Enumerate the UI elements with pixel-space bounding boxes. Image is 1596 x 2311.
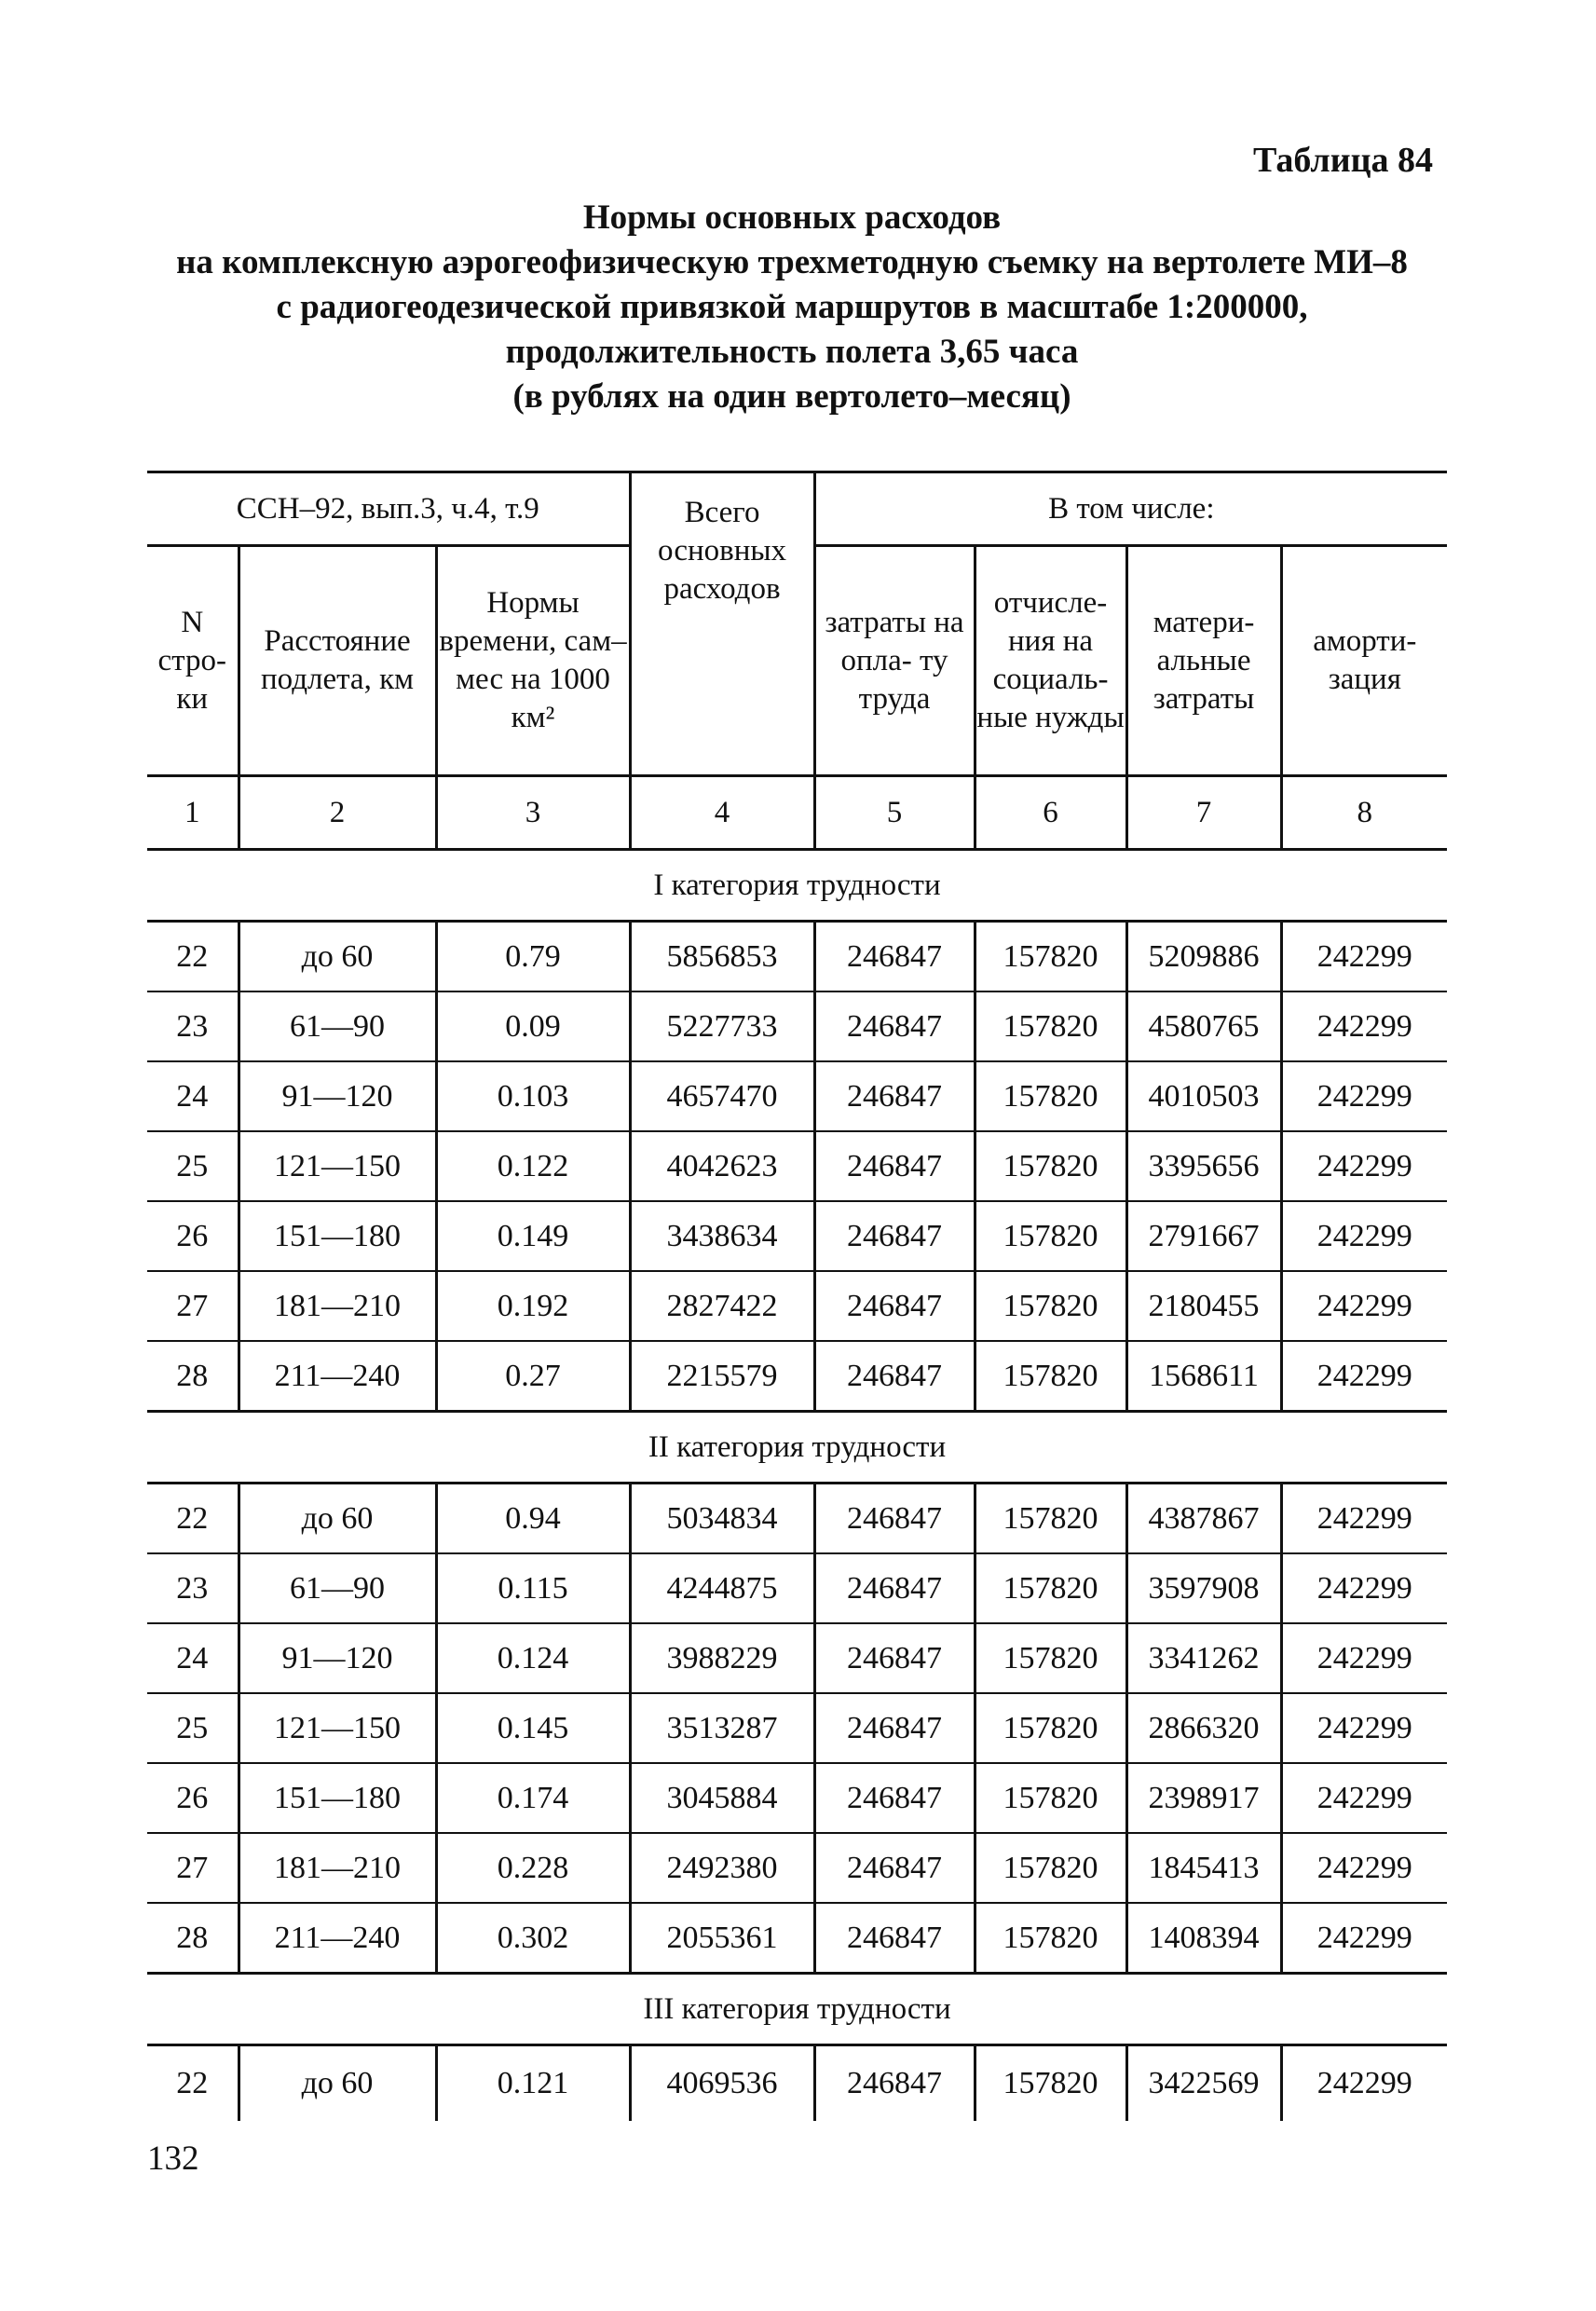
table-cell: 5209886 xyxy=(1126,922,1281,992)
header-amortization: аморти- зация xyxy=(1281,546,1447,776)
table-cell: 4069536 xyxy=(630,2045,814,2122)
table-cell: 25 xyxy=(147,1693,239,1763)
table-cell: до 60 xyxy=(239,1484,436,1554)
table-cell: 246847 xyxy=(814,1553,975,1623)
table-cell: 242299 xyxy=(1281,922,1447,992)
table-cell: 157820 xyxy=(975,1484,1126,1554)
table-cell: 242299 xyxy=(1281,1201,1447,1271)
table-cell: 3438634 xyxy=(630,1201,814,1271)
table-cell: до 60 xyxy=(239,2045,436,2122)
table-row xyxy=(147,1341,1447,1412)
category-row xyxy=(147,1974,1447,2045)
table-cell: 3988229 xyxy=(630,1623,814,1693)
table-cell: 91—120 xyxy=(239,1061,436,1131)
table-row xyxy=(147,1763,1447,1833)
table-cell: 211—240 xyxy=(239,1903,436,1974)
table-cell: 242299 xyxy=(1281,1903,1447,1974)
page-number: 132 xyxy=(147,2140,199,2178)
table-row xyxy=(147,1693,1447,1763)
category-label: I категория трудности xyxy=(147,850,1447,922)
column-number-cell: 1 xyxy=(147,776,239,850)
table-cell: 157820 xyxy=(975,1061,1126,1131)
table-cell: 3045884 xyxy=(630,1763,814,1833)
table-cell: 242299 xyxy=(1281,1623,1447,1693)
table-cell: 0.27 xyxy=(436,1341,630,1412)
table-cell: 246847 xyxy=(814,1484,975,1554)
table-cell: 242299 xyxy=(1281,1131,1447,1201)
table-cell: 3341262 xyxy=(1126,1623,1281,1693)
table-row xyxy=(147,1623,1447,1693)
table-cell: 4657470 xyxy=(630,1061,814,1131)
table-cell: 28 xyxy=(147,1341,239,1412)
table-cell: 121—150 xyxy=(239,1131,436,1201)
column-number-cell: 6 xyxy=(975,776,1126,850)
table-cell: 157820 xyxy=(975,1553,1126,1623)
table-cell: 1845413 xyxy=(1126,1833,1281,1903)
table-cell: 246847 xyxy=(814,1763,975,1833)
table-cell: 181—210 xyxy=(239,1833,436,1903)
column-number-cell: 3 xyxy=(436,776,630,850)
table-cell: 27 xyxy=(147,1833,239,1903)
table-number: Таблица 84 xyxy=(1252,141,1433,180)
table-cell: 0.115 xyxy=(436,1553,630,1623)
table-cell: 3422569 xyxy=(1126,2045,1281,2122)
table-cell: 246847 xyxy=(814,1693,975,1763)
table-cell: 157820 xyxy=(975,1341,1126,1412)
table-cell: 0.228 xyxy=(436,1833,630,1903)
title-line: Нормы основных расходов xyxy=(582,198,1002,237)
table-cell: 157820 xyxy=(975,1271,1126,1341)
table-cell: 242299 xyxy=(1281,1061,1447,1131)
category-label: II категория трудности xyxy=(147,1412,1447,1484)
category-row xyxy=(147,850,1447,922)
table-cell: 246847 xyxy=(814,1833,975,1903)
table-cell: 5856853 xyxy=(630,922,814,992)
table-cell: 0.192 xyxy=(436,1271,630,1341)
title-line: на комплексную аэрогеофизическую трехметодную съемку на вертолете МИ–8 xyxy=(176,243,1408,281)
table-cell: 4010503 xyxy=(1126,1061,1281,1131)
table-cell: 246847 xyxy=(814,1061,975,1131)
column-number-cell: 2 xyxy=(239,776,436,850)
table-cell: 91—120 xyxy=(239,1623,436,1693)
table-cell: 4244875 xyxy=(630,1553,814,1623)
table-cell: 181—210 xyxy=(239,1271,436,1341)
table-row xyxy=(147,1061,1447,1131)
table-cell: 24 xyxy=(147,1061,239,1131)
table-cell: 5227733 xyxy=(630,991,814,1061)
header-labor-costs: затраты на опла- ту труда xyxy=(814,546,975,776)
table-cell: 2866320 xyxy=(1126,1693,1281,1763)
table-cell: 0.145 xyxy=(436,1693,630,1763)
table-cell: до 60 xyxy=(239,922,436,992)
table-cell: 246847 xyxy=(814,1271,975,1341)
table-cell: 1568611 xyxy=(1126,1341,1281,1412)
table-cell: 242299 xyxy=(1281,1763,1447,1833)
table-cell: 28 xyxy=(147,1903,239,1974)
table-cell: 246847 xyxy=(814,1201,975,1271)
column-number-row xyxy=(147,776,1447,850)
table-cell: 0.121 xyxy=(436,2045,630,2122)
category-label: III категория трудности xyxy=(147,1974,1447,2045)
table-cell: 1408394 xyxy=(1126,1903,1281,1974)
table-cell: 151—180 xyxy=(239,1763,436,1833)
column-number-cell: 4 xyxy=(630,776,814,850)
table-cell: 246847 xyxy=(814,1131,975,1201)
table-row xyxy=(147,922,1447,992)
table-row xyxy=(147,1553,1447,1623)
table-cell: 157820 xyxy=(975,1623,1126,1693)
table-cell: 0.09 xyxy=(436,991,630,1061)
table-cell: 246847 xyxy=(814,1341,975,1412)
title-line: с радиогеодезической привязкой маршрутов в масштабе 1:200000, xyxy=(276,288,1308,326)
header-total: Всего основных расходов xyxy=(630,472,814,776)
table-cell: 246847 xyxy=(814,1903,975,1974)
title-line: продолжительность полета 3,65 часа xyxy=(505,333,1079,371)
table-cell: 2492380 xyxy=(630,1833,814,1903)
table-row xyxy=(147,2045,1447,2122)
table-cell: 242299 xyxy=(1316,2066,1412,2100)
table-cell: 0.124 xyxy=(436,1623,630,1693)
table-cell: 0.149 xyxy=(436,1201,630,1271)
table-cell: 25 xyxy=(147,1131,239,1201)
table-cell: 5034834 xyxy=(630,1484,814,1554)
table-cell: 242299 xyxy=(1281,991,1447,1061)
table-cell: 26 xyxy=(147,1201,239,1271)
table-row xyxy=(147,991,1447,1061)
table-cell: 246847 xyxy=(814,991,975,1061)
table-cell: 22 xyxy=(147,922,239,992)
table-cell: 27 xyxy=(147,1271,239,1341)
table-row xyxy=(147,1903,1447,1974)
table-cell: 23 xyxy=(147,1553,239,1623)
table-cell: 4387867 xyxy=(1126,1484,1281,1554)
table-cell: 242299 xyxy=(1281,1833,1447,1903)
header-including: В том числе: xyxy=(814,472,1447,546)
table-cell: 61—90 xyxy=(239,991,436,1061)
table-cell: 61—90 xyxy=(239,1553,436,1623)
table-cell: 157820 xyxy=(975,1201,1126,1271)
table-cell: 246847 xyxy=(814,2045,975,2122)
column-number-cell: 7 xyxy=(1126,776,1281,850)
table-cell: 0.94 xyxy=(436,1484,630,1554)
table-row xyxy=(147,1484,1447,1554)
table-cell: 157820 xyxy=(975,1131,1126,1201)
table-row xyxy=(147,1271,1447,1341)
table-cell: 2827422 xyxy=(630,1271,814,1341)
header-social-deductions: отчисле- ния на социаль- ные нужды xyxy=(975,546,1126,776)
table-cell: 157820 xyxy=(975,1833,1126,1903)
table-cell: 22 xyxy=(147,1484,239,1554)
table-cell: 3395656 xyxy=(1126,1131,1281,1201)
table-title xyxy=(140,196,1444,419)
table-cell: 26 xyxy=(147,1763,239,1833)
column-number-cell: 8 xyxy=(1281,776,1447,850)
table-cell: 242299 xyxy=(1281,1553,1447,1623)
table-cell: 157820 xyxy=(975,991,1126,1061)
table-cell: 2055361 xyxy=(630,1903,814,1974)
table-cell: 0.122 xyxy=(436,1131,630,1201)
table-cell: 2398917 xyxy=(1126,1763,1281,1833)
table-cell: 4580765 xyxy=(1126,991,1281,1061)
table-cell: 2791667 xyxy=(1126,1201,1281,1271)
table-cell: 157820 xyxy=(975,1903,1126,1974)
table-cell: 242299 xyxy=(1281,1484,1447,1554)
table-cell: 2180455 xyxy=(1126,1271,1281,1341)
table-cell: 3513287 xyxy=(630,1693,814,1763)
table-row xyxy=(147,1131,1447,1201)
table-cell: 151—180 xyxy=(239,1201,436,1271)
table-cell: 0.174 xyxy=(436,1763,630,1833)
table-cell: 0.302 xyxy=(436,1903,630,1974)
table-cell: 3597908 xyxy=(1126,1553,1281,1623)
table-cell: 246847 xyxy=(814,1623,975,1693)
header-time-norms: Нормы времени, сам–мес на 1000 км² xyxy=(436,546,630,776)
table-cell: 157820 xyxy=(975,2045,1126,2122)
column-number-cell: 5 xyxy=(814,776,975,850)
table-cell: 242299 xyxy=(1281,1341,1447,1412)
table-cell: 0.79 xyxy=(436,922,630,992)
table-cell: 2215579 xyxy=(630,1341,814,1412)
table-cell: 157820 xyxy=(975,1693,1126,1763)
table-cell: 157820 xyxy=(975,1763,1126,1833)
header-material-costs: матери- альные затраты xyxy=(1126,546,1281,776)
table-cell: 4042623 xyxy=(630,1131,814,1201)
table-cell: 246847 xyxy=(814,922,975,992)
table-cell: 23 xyxy=(147,991,239,1061)
table-cell: 24 xyxy=(147,1623,239,1693)
table-cell: 22 xyxy=(147,2045,239,2122)
header-ssn: ССН–92, вып.3, ч.4, т.9 xyxy=(147,472,630,546)
table-row xyxy=(147,1833,1447,1903)
category-row xyxy=(147,1412,1447,1484)
table-cell: 242299 xyxy=(1281,1693,1447,1763)
header-row-number: N стро- ки xyxy=(147,546,239,776)
norms-table xyxy=(147,471,1447,2121)
header-distance: Расстояние подлета, км xyxy=(239,546,436,776)
table-cell: 211—240 xyxy=(239,1341,436,1412)
table-row xyxy=(147,1201,1447,1271)
table-cell: 0.103 xyxy=(436,1061,630,1131)
table-cell: 121—150 xyxy=(239,1693,436,1763)
table-cell: 242299 xyxy=(1281,1271,1447,1341)
title-line: (в рублях на один вертолето–месяц) xyxy=(512,377,1071,416)
table-cell: 157820 xyxy=(975,922,1126,992)
